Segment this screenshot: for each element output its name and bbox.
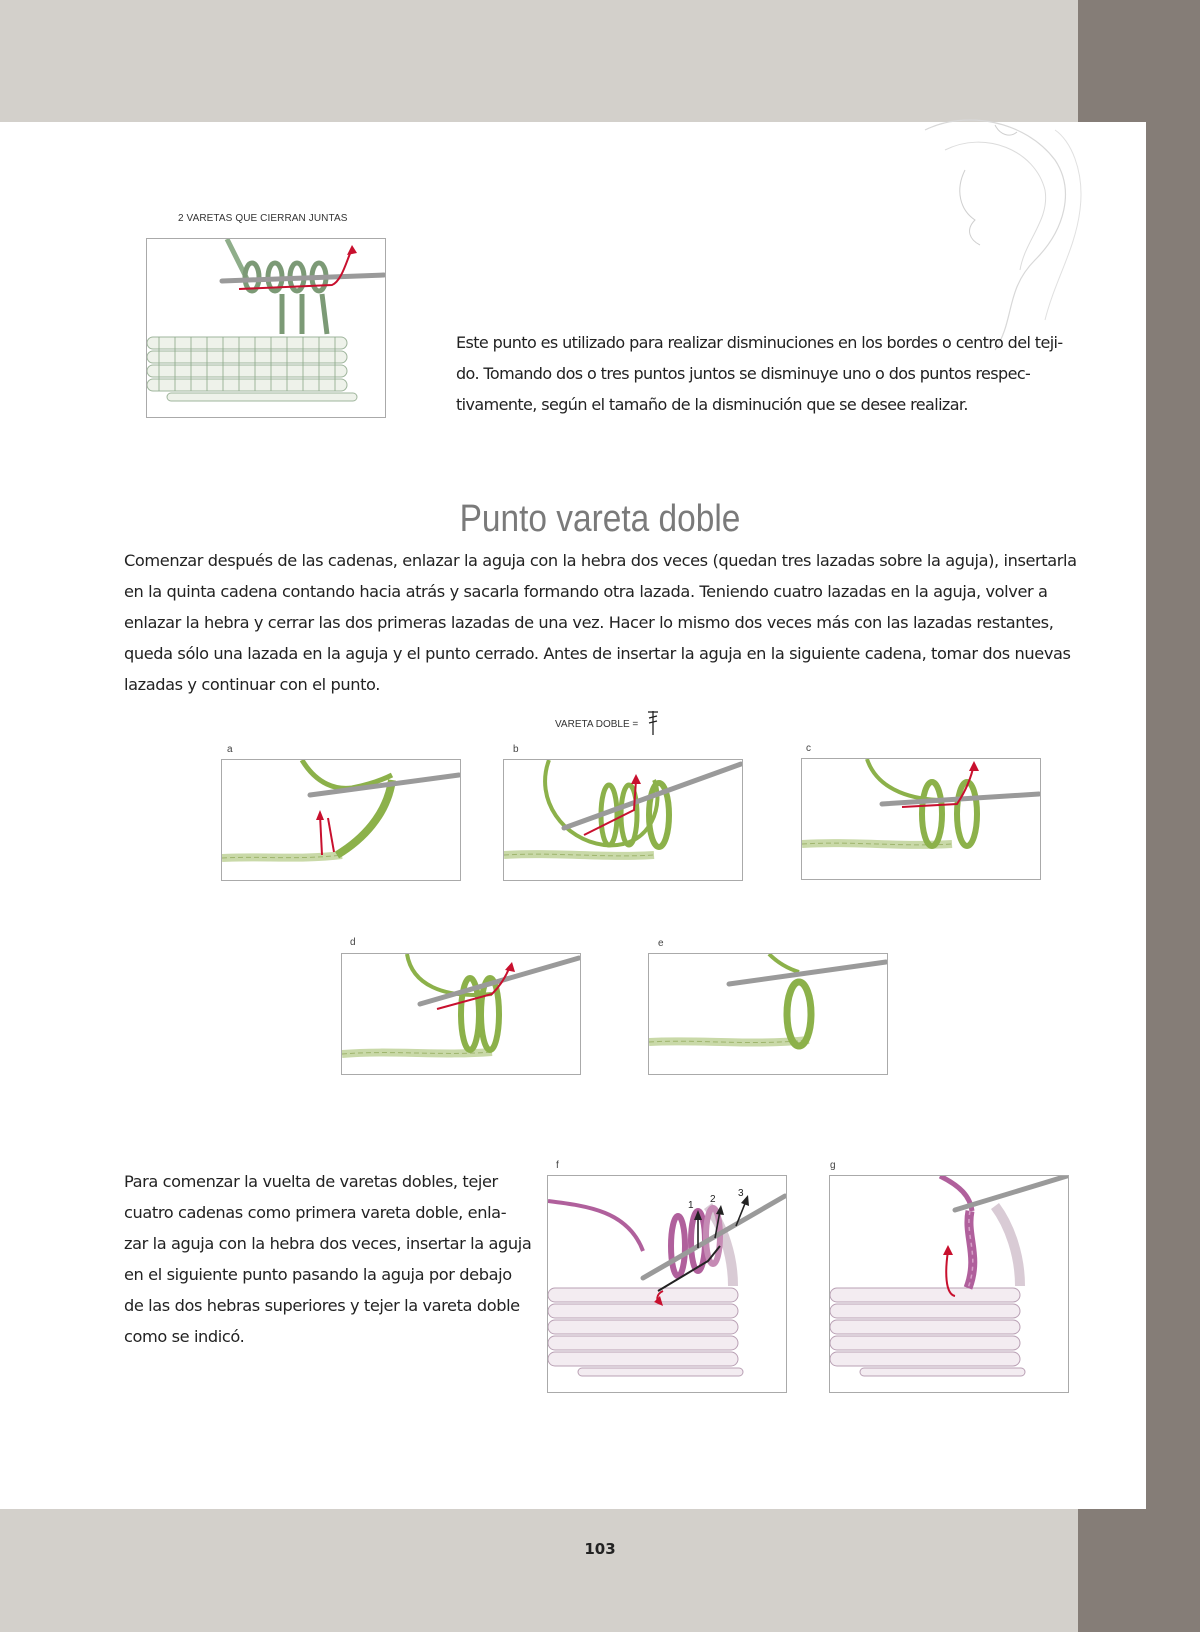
paragraph-line: queda sólo una lazada en la aguja y el punto cerrado. Antes de insertar la aguja en la siguiente cadena, tomar dos nuevas (124, 644, 1071, 663)
step-figure-g (829, 1175, 1069, 1393)
decorative-woman-illustration (905, 110, 1105, 360)
bottom-margin-band (0, 1509, 1078, 1632)
round-line: como se indicó. (124, 1327, 245, 1346)
arrow-number: 2 (710, 1194, 716, 1205)
step-figure-e (648, 953, 888, 1075)
intro-line: do. Tomando dos o tres puntos juntos se disminuye uno o dos puntos respec- (456, 364, 1031, 383)
intro-line: tivamente, según el tamaño de la disminución que se desee realizar. (456, 395, 968, 414)
paragraph-line: en la quinta cadena contando hacia atrás y sacarla formando otra lazada. Teniendo cuatro lazadas en la aguja, volver a (124, 582, 1048, 601)
intro-line: Este punto es utilizado para realizar disminuciones en los bordes o centro del teji- (456, 333, 1063, 352)
round-line: en el siguiente punto pasando la aguja por debajo (124, 1265, 512, 1284)
round-line: Para comenzar la vuelta de varetas dobles, tejer (124, 1172, 498, 1191)
round-paragraph (124, 1166, 531, 1352)
figure-two-double-stitches-closing (146, 238, 386, 418)
step-letter: e (658, 938, 664, 949)
step-letter: c (806, 743, 811, 754)
round-line: cuatro cadenas como primera vareta doble, enla- (124, 1203, 507, 1222)
intro-paragraph (456, 327, 1063, 420)
symbol-label: VARETA DOBLE = (555, 719, 639, 730)
section-title: Punto vareta doble (459, 498, 741, 540)
top-margin-band (0, 0, 1078, 122)
step-figure-c (801, 758, 1041, 880)
page-number: 103 (584, 1540, 616, 1558)
step-letter: g (830, 1160, 836, 1171)
round-line: zar la aguja con la hebra dos veces, insertar la aguja (124, 1234, 532, 1253)
step-letter: f (556, 1160, 559, 1171)
step-figure-f (547, 1175, 787, 1393)
paragraph-line: Comenzar después de las cadenas, enlazar la aguja con la hebra dos veces (quedan tres lazadas sobre la aguja), insertarla (124, 551, 1077, 570)
step-letter: d (350, 937, 356, 948)
step-letter: a (227, 744, 233, 755)
top-figure-caption: 2 VARETAS QUE CIERRAN JUNTAS (178, 213, 348, 224)
paragraph-line: enlazar la hebra y cerrar las dos primeras lazadas de una vez. Hacer lo mismo dos veces más con las lazadas restantes, (124, 613, 1054, 632)
paragraph-line: lazadas y continuar con el punto. (124, 675, 380, 694)
step-letter: b (513, 744, 519, 755)
section-paragraph (124, 545, 1077, 700)
arrow-number: 1 (688, 1200, 694, 1211)
double-crochet-symbol-icon (647, 710, 659, 736)
step-figure-d (341, 953, 581, 1075)
round-line: de las dos hebras superiores y tejer la vareta doble (124, 1296, 520, 1315)
step-figure-b (503, 759, 743, 881)
arrow-number: 3 (738, 1188, 744, 1199)
step-figure-a (221, 759, 461, 881)
